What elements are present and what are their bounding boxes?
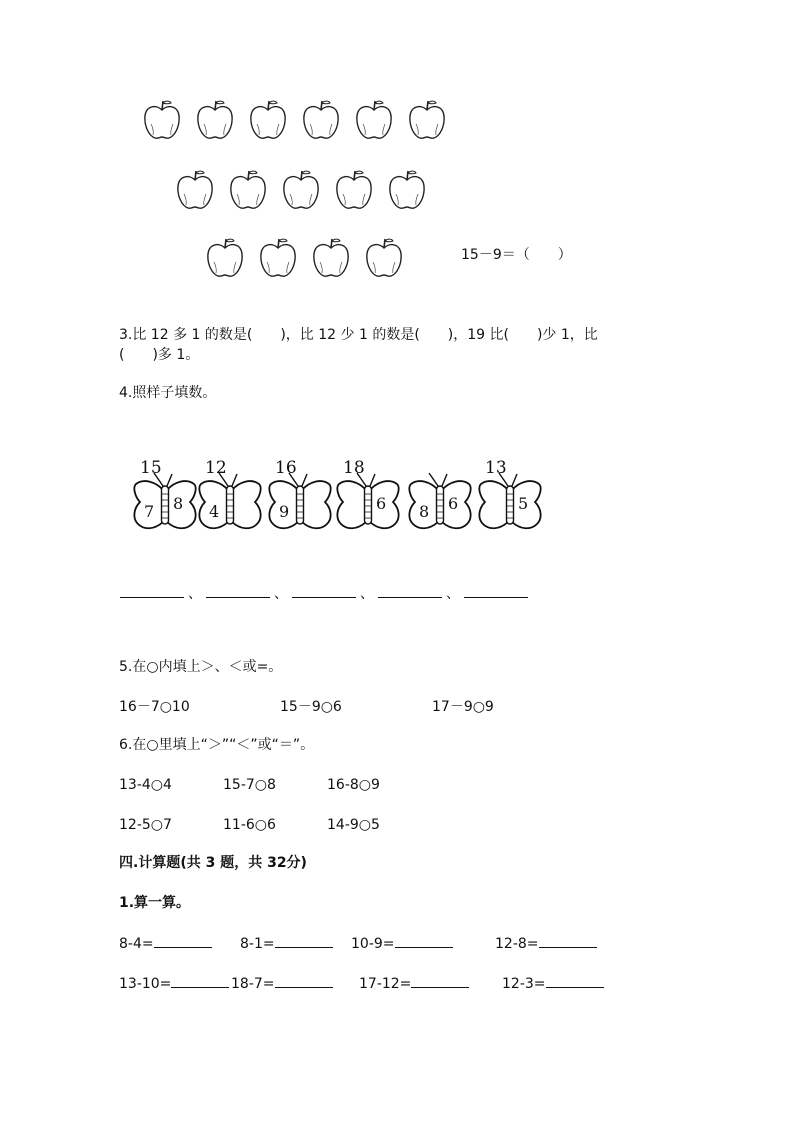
apple-icon <box>364 236 404 280</box>
butterfly-icon <box>405 458 475 540</box>
separator: 、 <box>446 586 460 602</box>
calc-item <box>359 973 469 994</box>
butterfly-top-number: 15 <box>140 458 162 478</box>
butterfly-icon <box>265 458 335 540</box>
q4-title: 4.照样子填数。 <box>119 385 217 401</box>
calc-item <box>119 973 229 994</box>
separator: 、 <box>274 586 288 602</box>
q3-line1: 3.比 12 多 1 的数是( )，比 12 少 1 的数是( )，19 比( )少 1，比 <box>119 327 598 343</box>
calc-item <box>351 933 453 954</box>
butterfly-right-number: 5 <box>518 494 529 513</box>
apple-icon <box>387 168 427 212</box>
apple-icon <box>142 98 182 142</box>
calc-expression: 13-10= <box>119 976 172 992</box>
butterfly-right-number: 6 <box>448 494 459 513</box>
q5-item: 17－9○9 <box>432 699 494 715</box>
calc-expression: 8-4= <box>119 936 154 952</box>
calc-answer-blank[interactable] <box>546 973 604 988</box>
calc-expression: 12-3= <box>502 976 546 992</box>
answer-line[interactable] <box>378 583 442 598</box>
apple-icon <box>334 168 374 212</box>
calc-answer-blank[interactable] <box>154 933 212 948</box>
butterfly-left-number: 4 <box>209 502 220 521</box>
q3-line2: ( )多 1。 <box>119 347 200 363</box>
butterfly-icon <box>130 458 200 540</box>
answer-line[interactable] <box>120 583 184 598</box>
calc-expression: 12-8= <box>495 936 539 952</box>
butterfly-top-number: 18 <box>343 458 365 478</box>
butterfly-icon <box>333 458 403 540</box>
calc-item <box>240 933 333 954</box>
separator: 、 <box>360 586 374 602</box>
apple-icon <box>354 98 394 142</box>
calc-expression: 17-12= <box>359 976 412 992</box>
apple-icon <box>301 98 341 142</box>
calc-expression: 10-9= <box>351 936 395 952</box>
q6-item: 16-8○9 <box>327 777 380 793</box>
calc-item <box>502 973 604 994</box>
apple-icon <box>311 236 351 280</box>
apple-icon <box>281 168 321 212</box>
butterfly-right-number: 8 <box>173 494 184 513</box>
butterfly-top-number: 13 <box>485 458 507 478</box>
apple-icon <box>175 168 215 212</box>
apple-icon <box>248 98 288 142</box>
q6-item: 11-6○6 <box>223 817 276 833</box>
answer-line[interactable] <box>464 583 528 598</box>
calc-answer-blank[interactable] <box>171 973 229 988</box>
separator: 、 <box>188 586 202 602</box>
calc-answer-blank[interactable] <box>539 933 597 948</box>
calc-answer-blank[interactable] <box>395 933 453 948</box>
calc-item <box>231 973 333 994</box>
butterfly-icon <box>195 458 265 540</box>
q6-item: 15-7○8 <box>223 777 276 793</box>
calc-item <box>495 933 597 954</box>
calc-answer-blank[interactable] <box>275 973 333 988</box>
answer-line[interactable] <box>206 583 270 598</box>
butterfly-icon <box>475 458 545 540</box>
q5-item: 15－9○6 <box>280 699 342 715</box>
q4-answer-lines[interactable] <box>120 583 528 604</box>
calc-expression: 18-7= <box>231 976 275 992</box>
q5-title: 5.在○内填上＞、＜或=。 <box>119 659 283 675</box>
q6-item: 12-5○7 <box>119 817 172 833</box>
q6-item: 13-4○4 <box>119 777 172 793</box>
answer-line[interactable] <box>292 583 356 598</box>
apple-icon <box>195 98 235 142</box>
q6-item: 14-9○5 <box>327 817 380 833</box>
calc-answer-blank[interactable] <box>411 973 469 988</box>
apple-icon <box>205 236 245 280</box>
calc-answer-blank[interactable] <box>275 933 333 948</box>
apple-equation: 15－9＝（ ） <box>461 247 572 263</box>
butterfly-left-number: 8 <box>419 502 430 521</box>
apple-icon <box>258 236 298 280</box>
calc-item <box>119 933 212 954</box>
q6-title: 6.在○里填上“＞”“＜”或“＝”。 <box>119 737 315 753</box>
butterfly-right-number: 6 <box>376 494 387 513</box>
apple-icon <box>228 168 268 212</box>
q5-item: 16－7○10 <box>119 699 190 715</box>
butterfly-left-number: 7 <box>144 502 155 521</box>
section4-q1-title: 1.算一算。 <box>119 895 191 911</box>
section4-title: 四.计算题(共 3 题，共 32分) <box>119 855 307 871</box>
butterfly-top-number: 12 <box>205 458 227 478</box>
apple-icon <box>407 98 447 142</box>
butterfly-left-number: 9 <box>279 502 290 521</box>
butterfly-top-number: 16 <box>275 458 297 478</box>
calc-expression: 8-1= <box>240 936 275 952</box>
